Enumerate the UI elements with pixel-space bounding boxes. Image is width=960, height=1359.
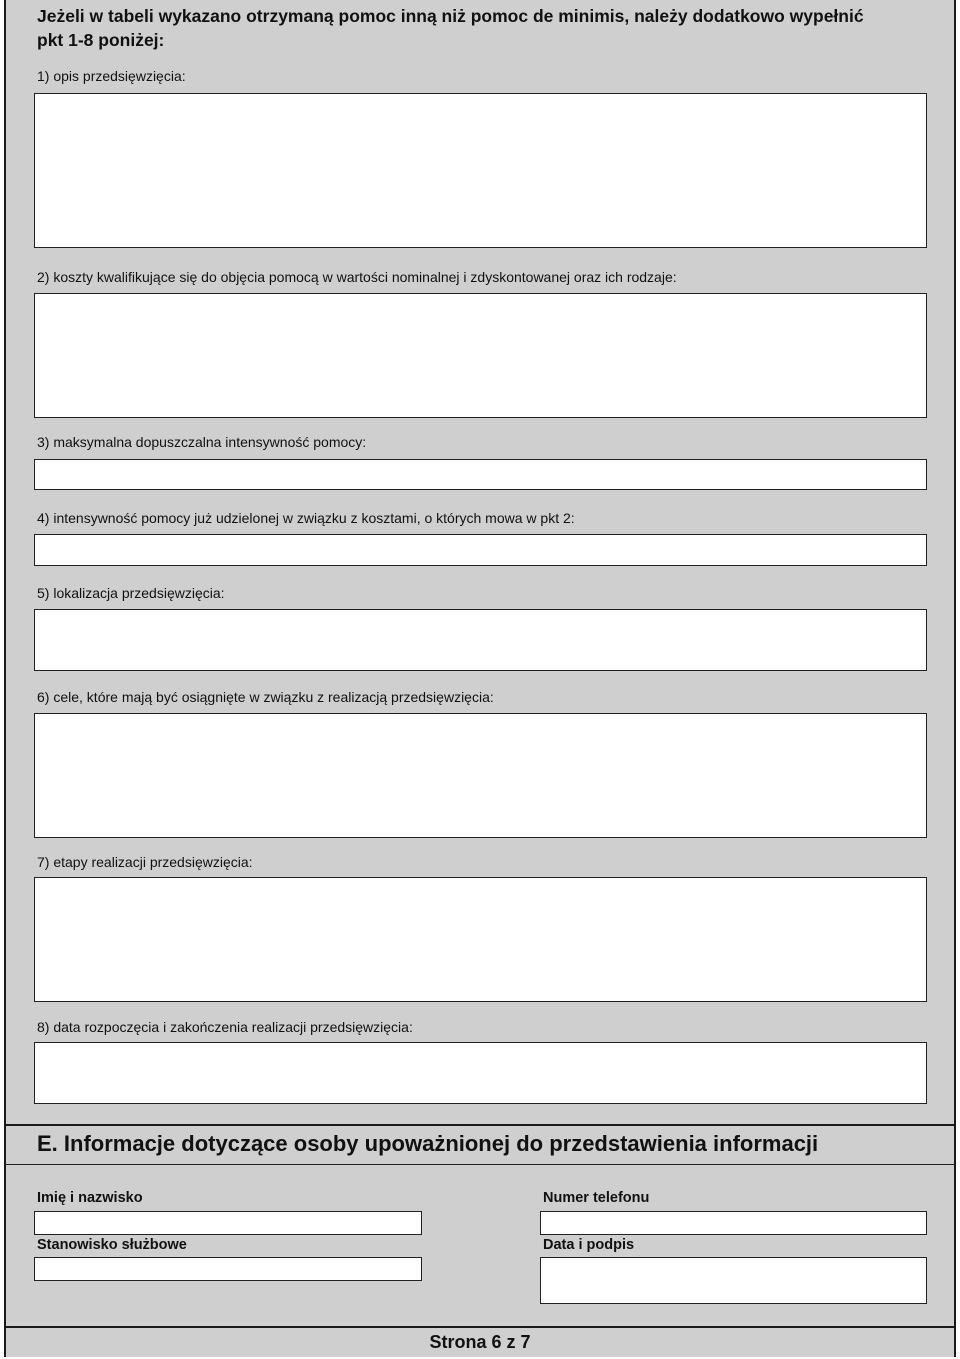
- date-signature-field[interactable]: [540, 1257, 927, 1304]
- section-e-divider: [6, 1164, 954, 1165]
- field-7-stages-box[interactable]: [34, 877, 927, 1002]
- field-1-description-box[interactable]: [34, 93, 927, 248]
- field-2-label: 2) koszty kwalifikujące się do objęcia pomocą w wartości nominalnej i zdyskontowanej oraz ich rodzaje:: [37, 269, 677, 285]
- field-8-dates-box[interactable]: [34, 1042, 927, 1104]
- name-field[interactable]: [34, 1211, 422, 1235]
- field-8-label: 8) data rozpoczęcia i zakończenia realizacji przedsięwzięcia:: [37, 1019, 413, 1035]
- section-e-title: E. Informacje dotyczące osoby upoważnionej do przedstawienia informacji: [37, 1131, 819, 1156]
- field-7-label: 7) etapy realizacji przedsięwzięcia:: [37, 854, 253, 870]
- intro-line-1: Jeżeli w tabeli wykazano otrzymaną pomoc inną niż pomoc de minimis, należy dodatkowo wypełnić: [37, 6, 864, 26]
- field-3-label: 3) maksymalna dopuszczalna intensywność pomocy:: [37, 434, 367, 450]
- field-5-label: 5) lokalizacja przedsięwzięcia:: [37, 585, 225, 601]
- phone-label: Numer telefonu: [543, 1190, 650, 1206]
- field-4-label: 4) intensywność pomocy już udzielonej w związku z kosztami, o których mowa w pkt 2:: [37, 510, 575, 526]
- field-6-goals-box[interactable]: [34, 713, 927, 838]
- field-4-granted-intensity-box[interactable]: [34, 534, 927, 566]
- position-field[interactable]: [34, 1257, 422, 1281]
- section-intro: [37, 4, 937, 52]
- phone-field[interactable]: [540, 1211, 927, 1235]
- field-6-label: 6) cele, które mają być osiągnięte w związku z realizacją przedsięwzięcia:: [37, 689, 494, 705]
- page-footer: [6, 1326, 954, 1357]
- field-3-max-intensity-box[interactable]: [34, 459, 927, 490]
- field-2-eligible-costs-box[interactable]: [34, 293, 927, 418]
- name-label: Imię i nazwisko: [37, 1190, 143, 1206]
- position-label: Stanowisko służbowe: [37, 1237, 187, 1253]
- field-1-label: 1) opis przedsięwzięcia:: [37, 68, 186, 84]
- page-number: Strona 6 z 7: [429, 1332, 531, 1352]
- date-signature-label: Data i podpis: [543, 1237, 635, 1253]
- intro-line-2: pkt 1-8 poniżej:: [37, 30, 165, 50]
- field-5-location-box[interactable]: [34, 609, 927, 671]
